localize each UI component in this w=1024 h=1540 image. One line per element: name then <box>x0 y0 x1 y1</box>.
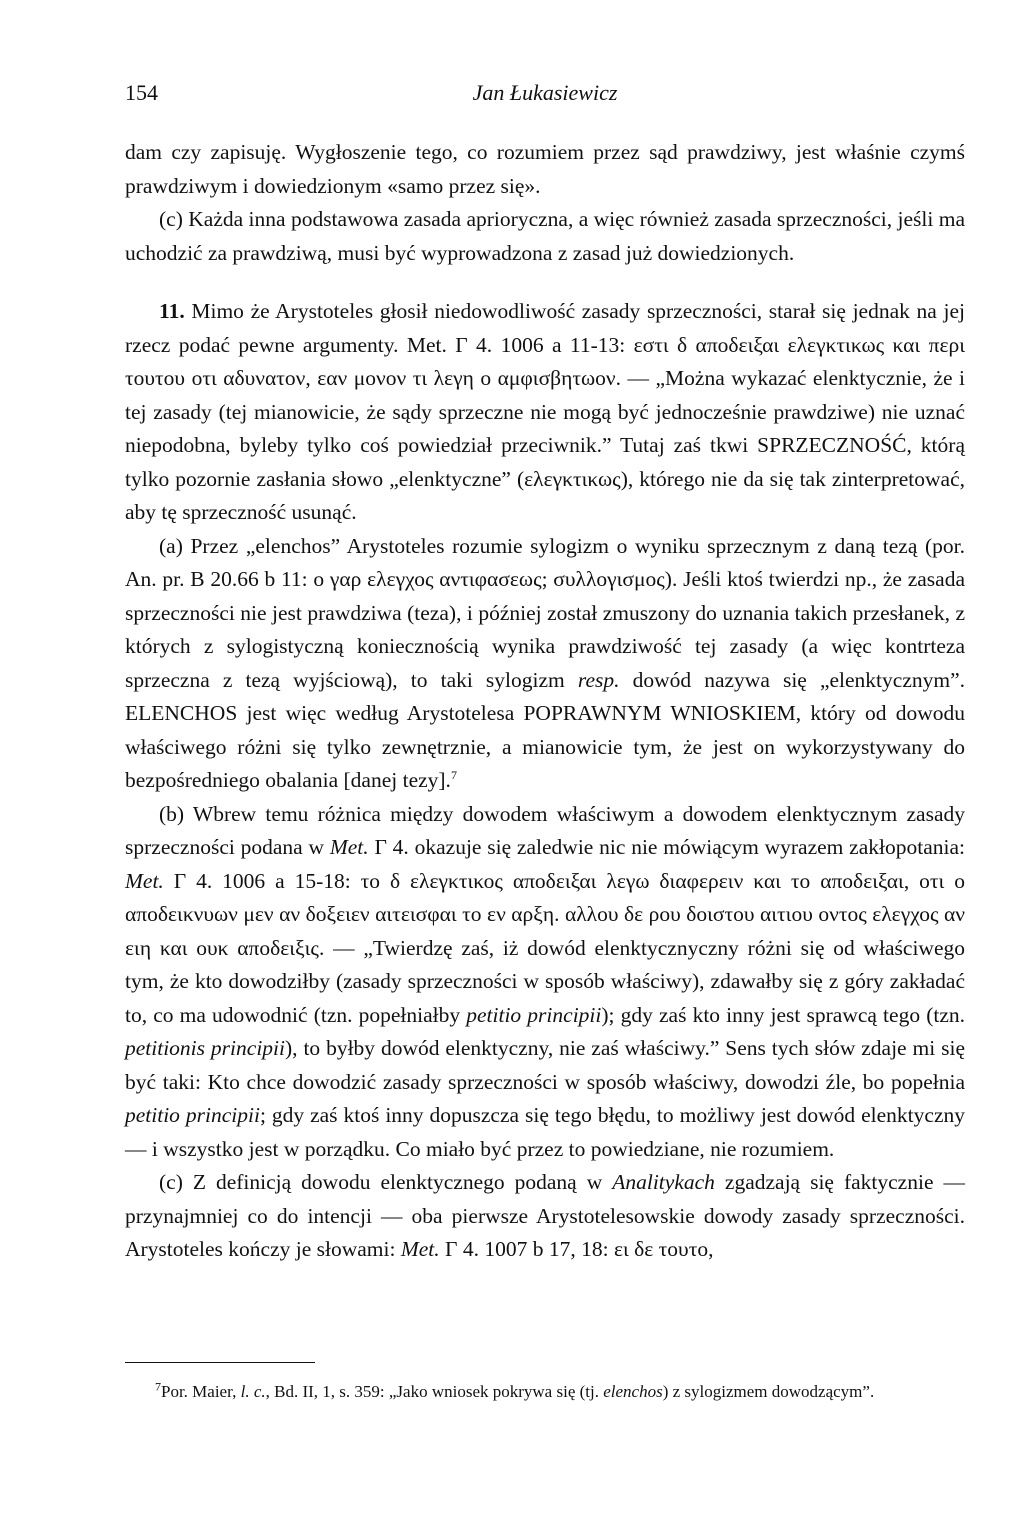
footnote-marker: 7 <box>155 1379 161 1394</box>
paragraph <box>125 1166 965 1267</box>
italic-text: resp. <box>577 667 620 692</box>
paragraph <box>125 798 965 1167</box>
italic-text: petitio principii <box>125 1103 260 1127</box>
paragraph <box>125 203 965 270</box>
footnote-divider <box>125 1362 315 1363</box>
page-number: 154 <box>125 80 158 105</box>
text-run: ); gdy zaś kto inny jest sprawcą tego (tzn. <box>601 1002 965 1027</box>
italic-text: petitionis principii <box>125 1036 285 1060</box>
text-run: (b) Wbrew temu różnica między dowodem właściwym a dowodem elenktycznym zasady sprzeczności podana w <box>125 801 965 859</box>
section-number: 11. <box>159 299 185 323</box>
footnote-marker: 7 <box>450 767 457 782</box>
text-run: zgadzają się faktycznie — przynajmniej co do intencji — oba pierwsze Arystotelesowskie dowody zasady sprzeczności. Arystoteles kończy je słowami: <box>125 1170 965 1261</box>
text-run: (c) Z definicją dowodu elenktycznego podaną w <box>159 1170 613 1194</box>
italic-text: Met. <box>125 868 164 893</box>
page-header <box>125 80 965 116</box>
footnote <box>155 1380 965 1404</box>
text-run: Γ 4. 1006 a 15-18: το δ ελεγκτικος αποδειξαι λεγω διαφερειν και το αποδειξαι, οτι ο αποδεικνυων μεν αν δοξειεν αιτεισφαι το εν αρξη. αλλου δε ρου δοιστου αιτιου οντος ελεγχος αν ειη και ουκ αποδειξις. — „Twierdzę zaś, iż dowód elenktycznyczny różni się od właściwego tym, że kto dowodziłby (zasady sprzeczności w sposób właściwy), zdawałby się z góry zakładać to, co ma udowodnić (tzn. popełniałby <box>125 868 965 1027</box>
text-run: ), to byłby dowód elenktyczny, nie zaś właściwy.” Sens tych słów zdaje mi się być taki: Kto chce dowodzić zasady sprzeczności w sposób właściwy, dowodzi źle, bo popełnia <box>125 1036 965 1094</box>
text-run: (c) Każda inna podstawowa zasada aprioryczna, a więc również zasada sprzeczności, jeśli ma uchodzić za prawdziwą, musi być wyprowadzona z zasad już dowiedzionych. <box>125 207 965 265</box>
italic-text: elenchos <box>603 1382 663 1401</box>
text-run: Mimo że Arystoteles głosił niedowodliwość zasady sprzeczności, starał się jednak na jej rzecz podać pewne argumenty. Met. Γ 4. 1006 a 11-13: εστι δ αποδειξαι ελεγκτικως και περι τουτου οτι αδυνατον, εαν μονον τι λεγη ο αμφισβητωον. — „Można wykazać elenktycznie, że i tej zasady (tej mianowicie, że sądy sprzeczne nie mogą być jednocześnie prawdziwe) nie uznać niepodobna, byleby tylko coś powiedział przeciwnik.” Tutaj zaś tkwi SPRZECZNOŚĆ, którą tylko pozornie zasłania słowo „elenktyczne” (ελεγκτικως), którego nie da się tak zinterpretować, aby tę sprzeczność usunąć. <box>125 299 965 524</box>
text-run: ; gdy zaś ktoś inny dopuszcza się tego błędu, to możliwy jest dowód elenktyczny — i wszystko jest w porządku. Co miało być przez to powiedziane, nie rozumiem. <box>125 1103 965 1161</box>
text-run: Γ 4. 1007 b 17, 18: ει δε τουτο, <box>439 1237 714 1261</box>
italic-text: Met. <box>329 835 369 859</box>
text-run: ) z sylogizmem dowodzącym”. <box>662 1382 875 1401</box>
italic-text: l. c. <box>240 1382 266 1401</box>
text-run: dowód nazywa się „elenktycznym”. ELENCHOS jest więc według Arystotelesa POPRAWNYM WNIOSKIEM, który od dowodu właściwego różni się tylko zewnętrznie, a mianowicie tym, że jest on wykorzystywany do bezpośredniego obalania [danej tezy]. <box>125 667 965 792</box>
body-text <box>125 136 965 1267</box>
paragraph <box>125 530 965 798</box>
italic-text: petitio principii <box>466 1002 602 1027</box>
paragraph <box>125 136 965 203</box>
paragraph <box>125 295 965 530</box>
text-run: Γ 4. okazuje się zaledwie nic nie mówiącym wyrazem zakłopotania: <box>368 835 965 859</box>
italic-text: Met. <box>400 1237 440 1261</box>
italic-text: Analitykach <box>612 1170 715 1194</box>
running-head: Jan Łukasiewicz <box>472 80 618 105</box>
text-run: (a) Przez „elenchos” Arystoteles rozumie sylogizm o wyniku sprzecznym z daną tezą (por. An. pr. B 20.66 b 11: ο γαρ ελεγχος αντιφασεως; συλλογισμος). Jeśli ktoś twierdzi np., że zasada sprzeczności nie jest prawdziwa (teza), i później został zmuszony do uznania takich przesłanek, z których z sylogistyczną koniecznością wynika prawdziwość tej zasady (a więc kontrteza sprzeczna z tezą wyjściową), to taki sylogizm <box>125 533 965 692</box>
text-run: , Bd. II, 1, s. 359: „Jako wniosek pokrywa się (tj. <box>265 1382 604 1401</box>
text-run: dam czy zapisuję. Wygłoszenie tego, co rozumiem przez sąd prawdziwy, jest właśnie czymś prawdziwym i dowiedzionym «samo przez się». <box>125 140 965 198</box>
text-run: Por. Maier, <box>161 1382 241 1401</box>
